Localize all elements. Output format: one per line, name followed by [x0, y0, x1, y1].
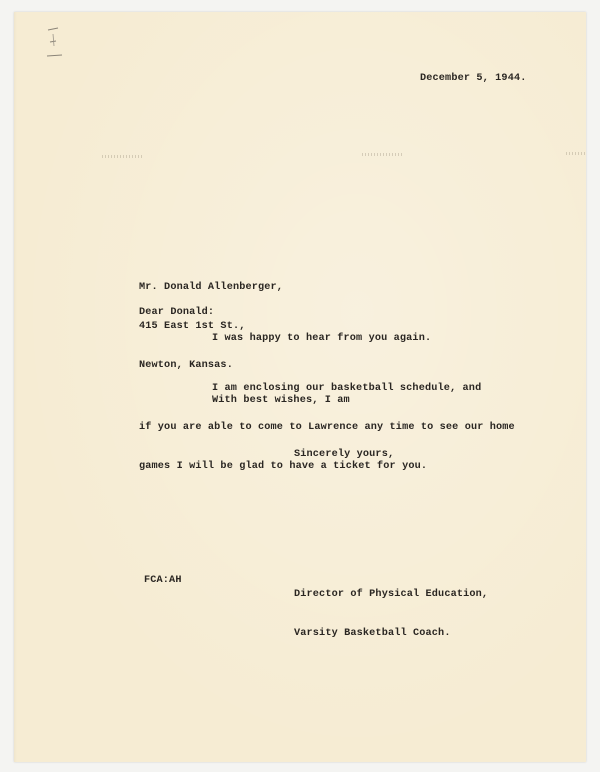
ribbon-smudge	[102, 155, 142, 158]
reference-initials: FCA:AH	[144, 575, 182, 586]
recipient-city: Newton, Kansas.	[139, 360, 233, 371]
paragraph-2-line-3: games I will be glad to have a ticket for you.	[139, 461, 428, 472]
paragraph-2	[139, 356, 515, 499]
paragraph-2-line-1: I am enclosing our basketball schedule, and	[212, 383, 482, 394]
ribbon-smudge	[566, 152, 586, 155]
salutation: Dear Donald:	[139, 307, 215, 318]
signer-title-line-2: Varsity Basketball Coach.	[294, 628, 451, 639]
signer-title-line-1: Director of Physical Education,	[294, 589, 489, 600]
recipient-street: 415 East 1st St.,	[139, 321, 246, 332]
letter-page	[14, 12, 586, 762]
closing: Sincerely yours,	[294, 449, 395, 460]
signer-title	[294, 562, 488, 666]
letter-date: December 5, 1944.	[420, 73, 527, 84]
paragraph-1: I was happy to hear from you again.	[212, 333, 432, 344]
paragraph-3: With best wishes, I am	[212, 395, 350, 406]
pencil-mark-icon	[44, 20, 68, 62]
paragraph-2-line-2: if you are able to come to Lawrence any time to see our home	[139, 422, 515, 433]
recipient-name: Mr. Donald Allenberger,	[139, 282, 284, 293]
ribbon-smudge	[362, 153, 402, 156]
